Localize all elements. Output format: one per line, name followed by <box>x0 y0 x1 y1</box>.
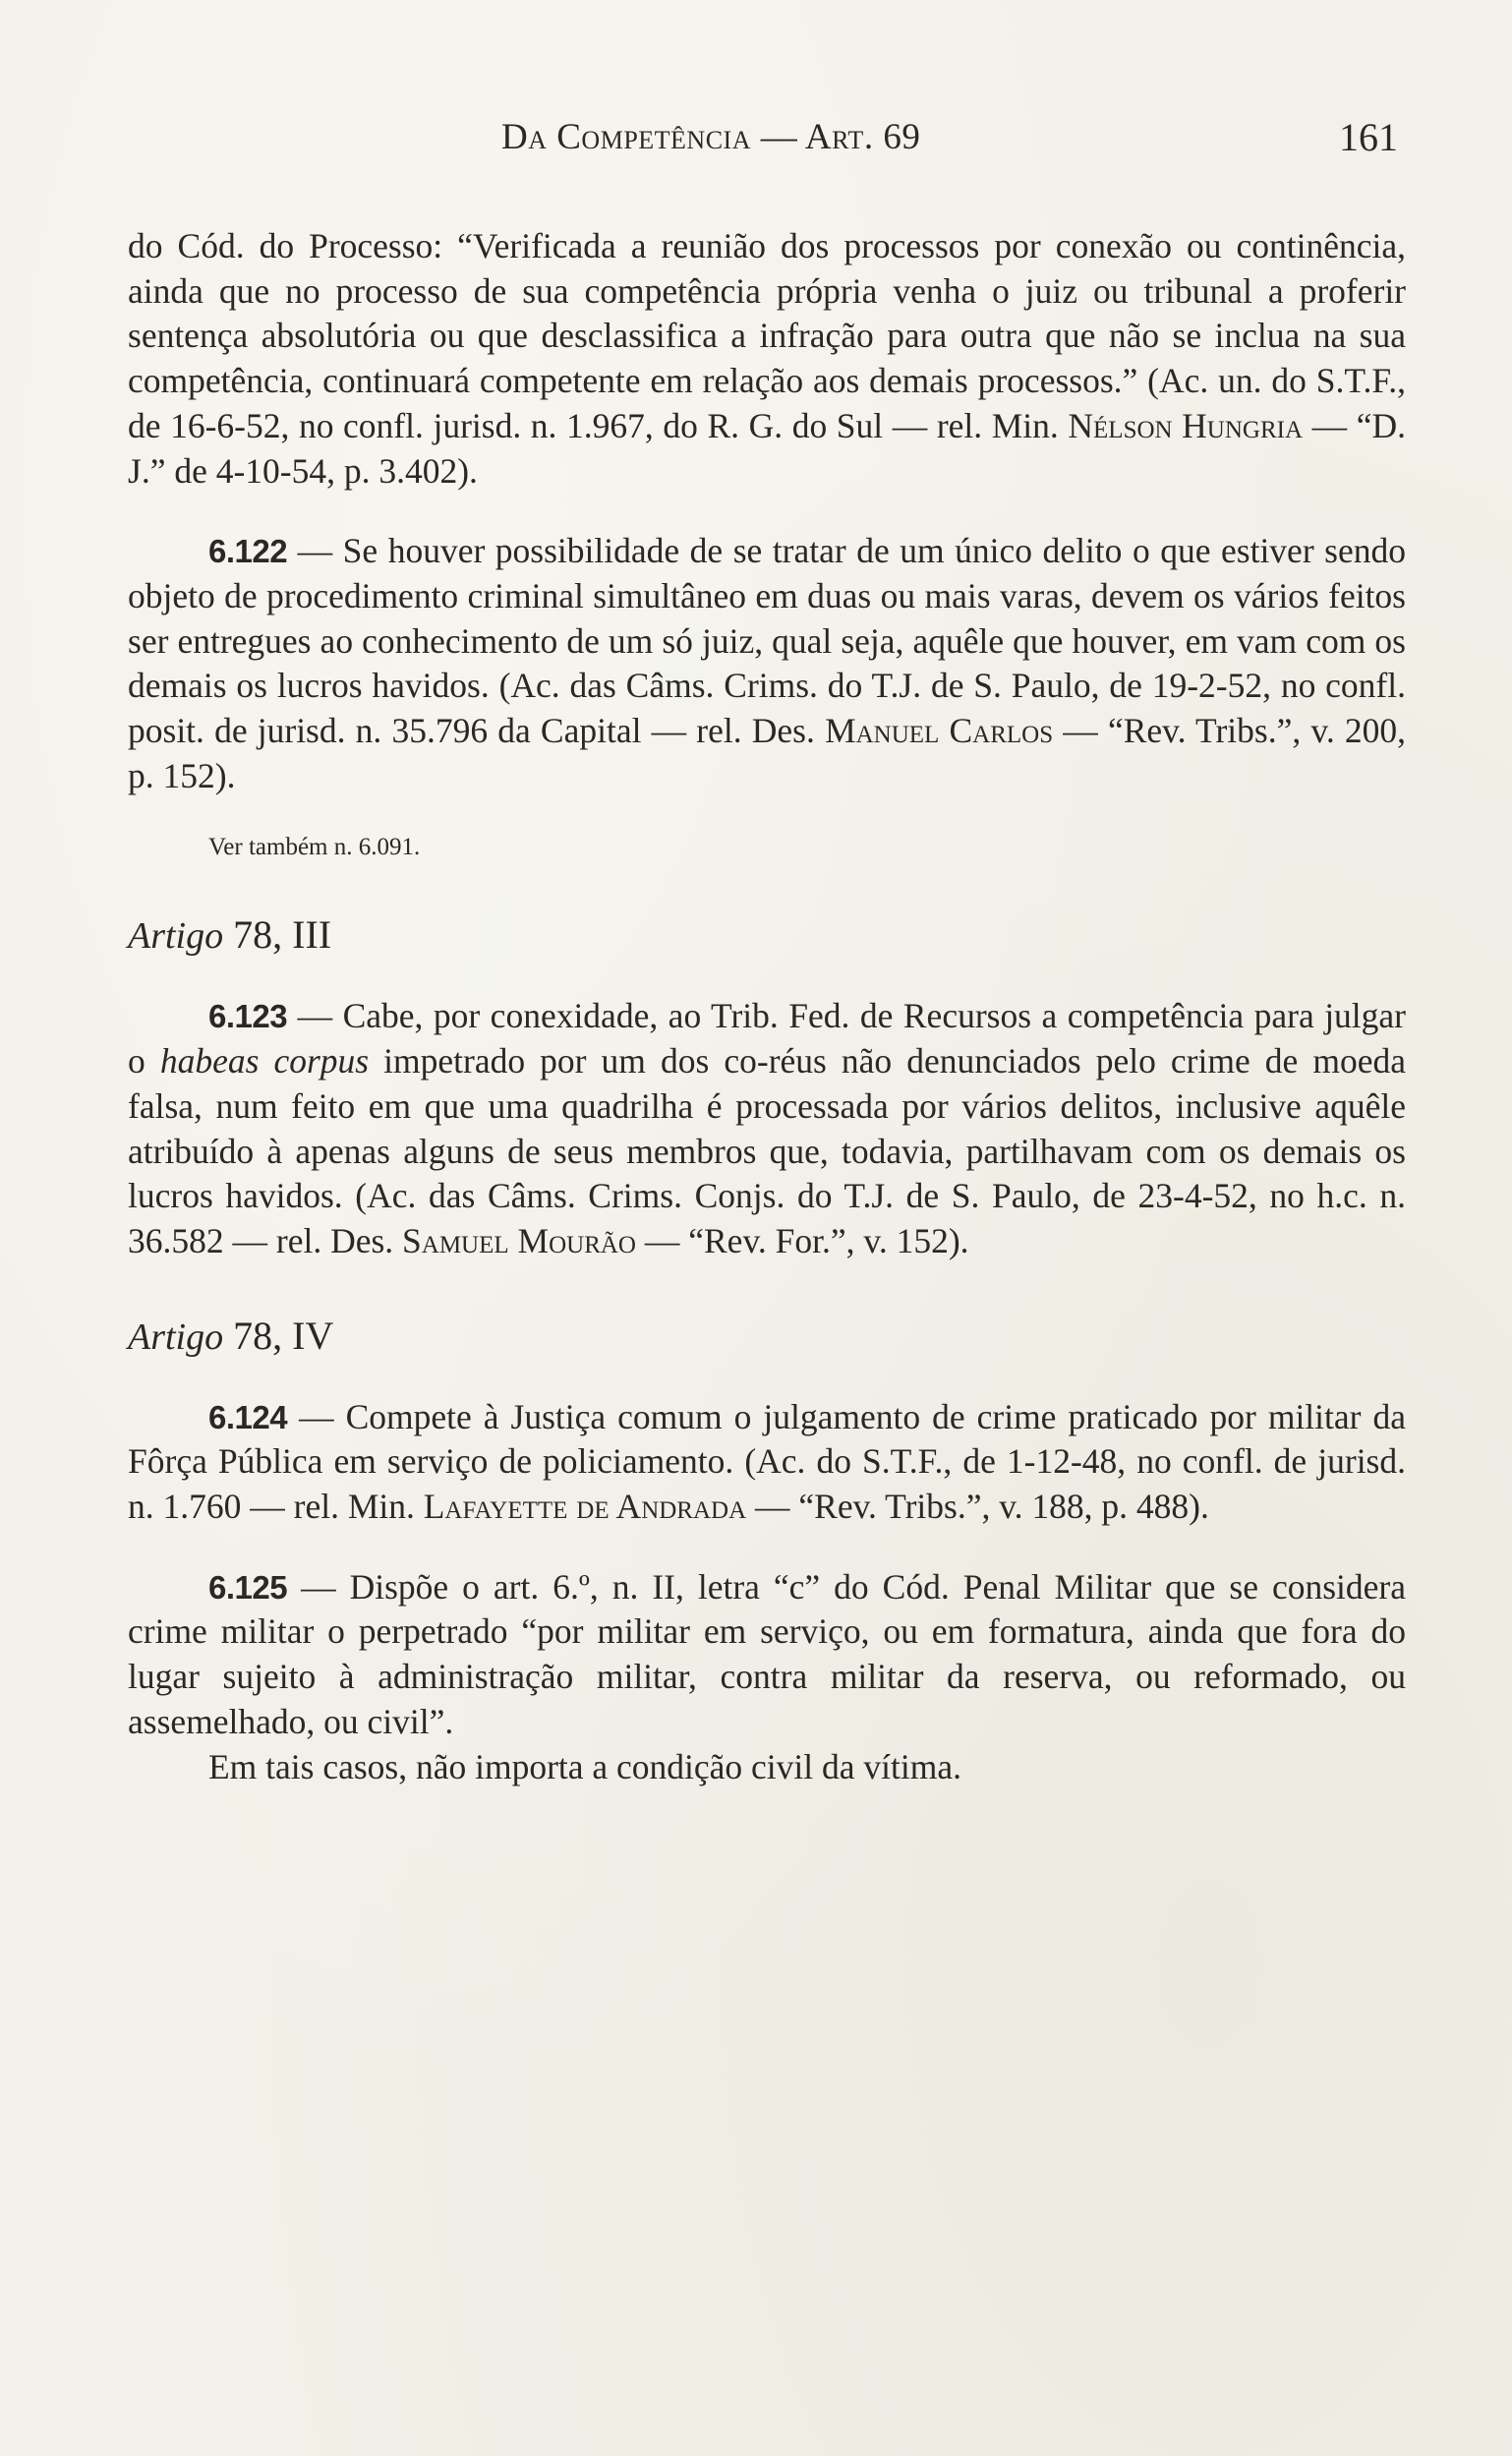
body-text <box>128 224 1406 1789</box>
entry-number: 6.124 <box>208 1398 288 1435</box>
page-number: 161 <box>1339 115 1398 159</box>
judge-name: Nélson Hungria <box>1068 405 1304 445</box>
judge-name: Lafayette de Andrada <box>423 1487 747 1527</box>
continuation-paragraph: do Cód. do Processo: “Verificada a reunião dos processos por conexão ou continência, ainda que no processo de sua competência própria venha o juiz ou tribunal a proferir sentença absolutória ou que desclassifica a infração para outra que não se inclua na sua competência, continuará competente em relação aos demais processos.” (Ac. un. do S.T.F., de 16-6-52, no confl. jurisd. n. 1.967, do R. G. do Sul — rel. Min. Nélson Hungria — “D. J.” de 4-10-54, p. 3.402). <box>128 226 1406 491</box>
entry-number: 6.125 <box>208 1568 288 1606</box>
entry-6-122: 6.122 — Se houver possibilidade de se tratar de um único delito o que estiver sendo objeto de procedimento criminal simultâneo em duas ou mais varas, devem os vários feitos ser entregues ao conhecimento de um só juiz, qual seja, aquêle que houver, em vam com os demais os lucros havidos. (Ac. das Câms. Crims. do T.J. de S. Paulo, de 19-2-52, no confl. posit. de jurisd. n. 35.796 da Capital — rel. Des. Manuel Carlos — “Rev. Tribs.”, v. 200, p. 152). <box>128 531 1406 795</box>
judge-name: Samuel Mourão <box>402 1220 636 1260</box>
entry-number: 6.123 <box>208 998 288 1035</box>
entry-number: 6.122 <box>208 533 288 570</box>
entry-6-123: 6.123 — Cabe, por conexidade, ao Trib. Fed. de Recursos a competência para julgar o habeas corpus impetrado por um dos co-réus não denunciados pelo crime de moeda falsa, num feito em que uma quadrilha é processada por vários delitos, inclusive aquêle atribuído à apenas alguns de seus membros que, todavia, partilhavam com os demais os lucros havidos. (Ac. das Câms. Crims. Conjs. do T.J. de S. Paulo, de 23-4-52, no h.c. n. 36.582 — rel. Des. Samuel Mourão — “Rev. For.”, v. 152). <box>128 996 1407 1260</box>
article-heading-78-iii: Artigo 78, III <box>128 912 332 958</box>
article-heading-78-iv: Artigo 78, IV <box>128 1313 334 1358</box>
latin-term: habeas corpus <box>159 1041 370 1082</box>
entry-6-125-followup: Em tais casos, não importa a condição civil da vítima. <box>208 1746 961 1786</box>
judge-name: Manuel Carlos <box>825 711 1054 751</box>
running-head-title: Da Competência — Art. 69 <box>501 117 921 157</box>
see-also-note: Ver também n. 6.091. <box>208 834 421 861</box>
entry-6-124: 6.124 — Compete à Justiça comum o julgamento de crime praticado por militar da Fôrça Pública em serviço de policiamento. (Ac. do S.T.F., de 1-12-48, no confl. de jurisd. n. 1.760 — rel. Min. Lafayette de Andrada — “Rev. Tribs.”, v. 188, p. 488). <box>128 1396 1406 1527</box>
entry-6-125: 6.125 — Dispõe o art. 6.º, n. II, letra “c” do Cód. Penal Militar que se considera crime militar o perpetrado “por militar em serviço, ou em formatura, ainda que fora do lugar sujeito à administração militar, contra militar da reserva, ou reformado, ou assemelhado, ou civil”. <box>128 1566 1406 1741</box>
running-head <box>0 116 1512 165</box>
